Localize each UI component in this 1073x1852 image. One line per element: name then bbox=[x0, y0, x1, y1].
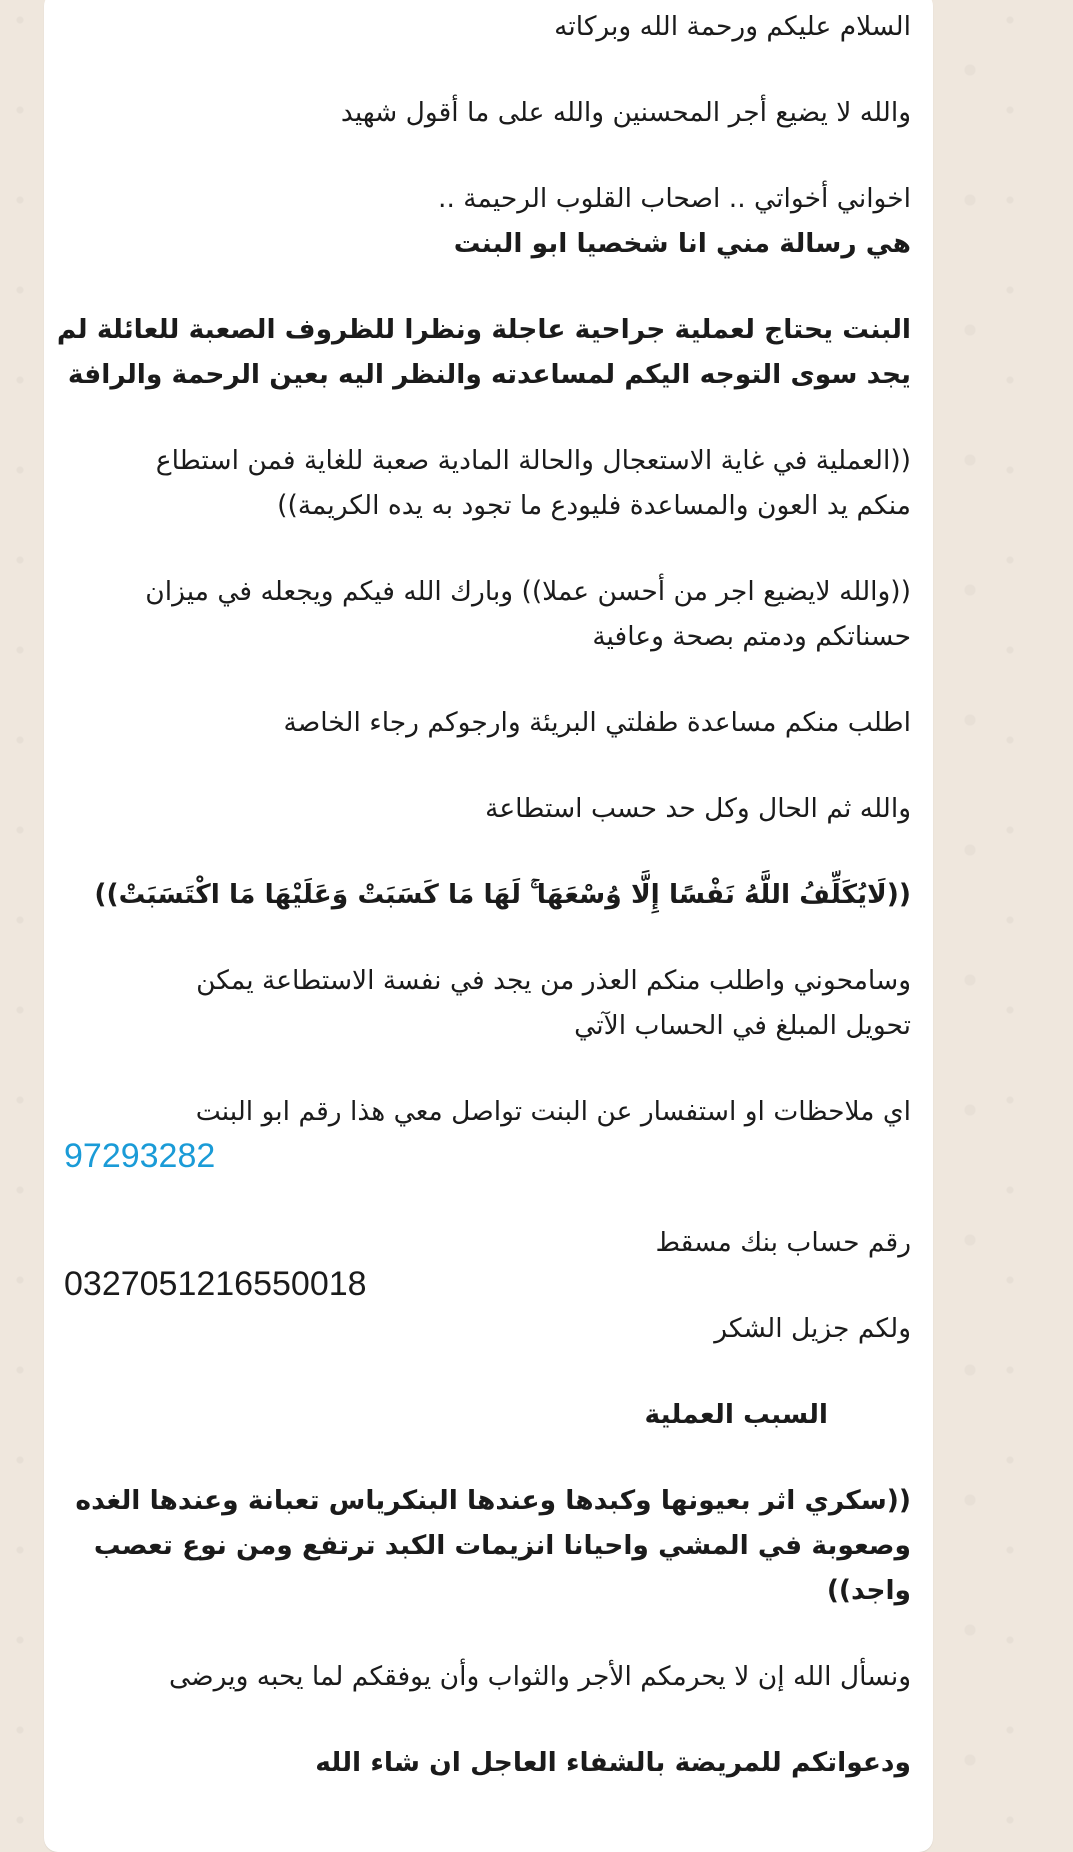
text-line: وصعوبة في المشي واحيانا انزيمات الكبد ترتفع ومن نوع تعصب bbox=[93, 1530, 911, 1561]
greeting-line: السلام عليكم ورحمة الله وبركاته bbox=[554, 11, 911, 42]
quran-verse-line: ((لَايُكَلِّفُ اللَّهُ نَفْسًا إِلَّا وُسْعَهَا ۚ لَهَا مَا كَسَبَتْ وَعَلَيْهَا مَا اكْتَسَبَتْ)) bbox=[94, 879, 911, 910]
text-line: اي ملاحظات او استفسار عن البنت تواصل معي هذا رقم ابو البنت bbox=[195, 1096, 911, 1127]
text-line: والله لا يضيع أجر المحسنين والله على ما أقول شهيد bbox=[340, 97, 911, 128]
text-line: البنت يحتاج لعملية جراحية عاجلة ونظرا للظروف الصعبة للعائلة لم bbox=[56, 314, 911, 345]
text-line: والله ثم الحال وكل حد حسب استطاعة bbox=[485, 793, 911, 824]
text-line: واجد)) bbox=[826, 1575, 911, 1606]
section-heading: السبب العملية bbox=[644, 1399, 828, 1430]
message-bubble bbox=[44, 0, 933, 1852]
text-line: ((سكري اثر بعيونها وكبدها وعندها البنكرياس تعبانة وعندها الغده bbox=[75, 1485, 911, 1516]
phone-number-link[interactable]: 97293282 bbox=[64, 1137, 216, 1175]
text-line: حسناتكم ودمتم بصحة وعافية bbox=[592, 621, 911, 652]
text-line: ونسأل الله إن لا يحرمكم الأجر والثواب وأن يوفقكم لما يحبه ويرضى bbox=[169, 1661, 911, 1692]
account-number: 0327051216550018 bbox=[64, 1265, 367, 1303]
text-line: وسامحوني واطلب منكم العذر من يجد في نفسة الاستطاعة يمكن bbox=[196, 965, 911, 996]
text-line: رقم حساب بنك مسقط bbox=[655, 1227, 911, 1258]
message-text bbox=[44, 0, 933, 1852]
text-line: يجد سوى التوجه اليكم لمساعدته والنظر اليه بعين الرحمة والرافة bbox=[67, 359, 911, 390]
text-line: منكم يد العون والمساعدة فليودع ما تجود به يده الكريمة)) bbox=[277, 490, 911, 521]
text-line: ولكم جزيل الشكر bbox=[714, 1313, 911, 1344]
text-line: ((والله لايضيع اجر من أحسن عملا)) وبارك الله فيكم ويجعله في ميزان bbox=[145, 576, 911, 607]
text-line: تحويل المبلغ في الحساب الآتي bbox=[574, 1010, 911, 1041]
text-line: اخواني أخواتي .. اصحاب القلوب الرحيمة .. bbox=[438, 183, 911, 214]
text-line: ودعواتكم للمريضة بالشفاء العاجل ان شاء الله bbox=[315, 1747, 911, 1778]
text-line: ((العملية في غاية الاستعجال والحالة المادية صعبة للغاية فمن استطاع bbox=[155, 445, 911, 476]
text-line: هي رسالة مني انا شخصيا ابو البنت bbox=[453, 228, 911, 259]
text-line: اطلب منكم مساعدة طفلتي البريئة وارجوكم رجاء الخاصة bbox=[283, 707, 911, 738]
